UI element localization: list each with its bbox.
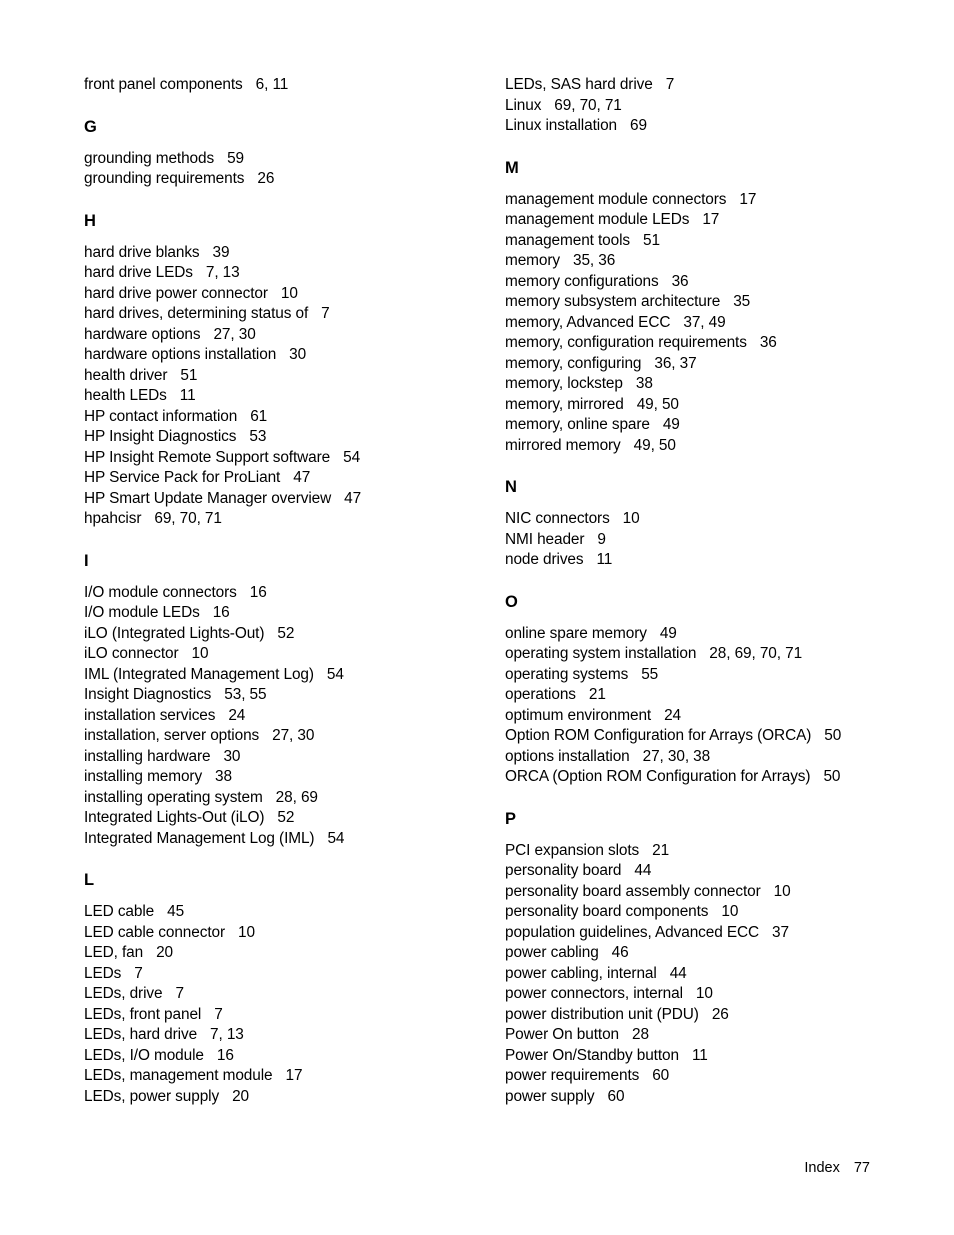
index-page-refs: 54 xyxy=(326,665,344,683)
index-entry xyxy=(505,861,925,882)
index-page-refs: 24 xyxy=(664,706,682,724)
index-term: front panel components xyxy=(84,76,243,93)
index-entry xyxy=(84,767,484,788)
index-entry xyxy=(505,644,925,665)
index-term: hard drives, determining status of xyxy=(84,305,309,322)
index-term: memory configurations xyxy=(505,272,659,290)
index-entry xyxy=(505,354,925,375)
index-term: installing operating system xyxy=(84,788,263,806)
index-page-refs: 39 xyxy=(212,243,230,261)
index-page-refs: 69, 70, 71 xyxy=(554,96,622,114)
index-term: installation services xyxy=(84,706,216,724)
index-letter-heading: P xyxy=(505,809,517,828)
index-page-refs: 30 xyxy=(289,346,307,363)
index-entry xyxy=(84,386,484,407)
index-entry xyxy=(84,468,484,489)
index-term: population guidelines, Advanced ECC xyxy=(505,923,760,941)
index-entry xyxy=(84,583,484,604)
index-term: Option ROM Configuration for Arrays (ORCA) xyxy=(505,727,812,744)
index-page-refs: 60 xyxy=(652,1067,670,1084)
index-entry xyxy=(84,747,484,768)
index-letter-heading: G xyxy=(84,117,97,136)
index-term: personality board assembly connector xyxy=(505,882,761,900)
index-term: hard drive blanks xyxy=(84,243,200,261)
index-page-refs: 9 xyxy=(597,530,606,548)
index-term: I/O module connectors xyxy=(84,583,237,601)
index-page-refs: 16 xyxy=(216,1046,234,1064)
index-entry xyxy=(505,231,925,252)
index-page-refs: 36, 37 xyxy=(654,354,697,372)
index-page-refs: 36 xyxy=(759,334,777,351)
index-entry xyxy=(505,706,925,727)
index-term: LEDs, hard drive xyxy=(84,1026,198,1043)
index-page-refs: 7 xyxy=(321,305,330,322)
index-entry xyxy=(505,1025,925,1046)
index-term: ORCA (Option ROM Configuration for Arrays) xyxy=(505,768,811,785)
index-entry xyxy=(505,1046,925,1067)
index-term: PCI expansion slots xyxy=(505,841,640,859)
index-term: IML (Integrated Management Log) xyxy=(84,665,314,683)
index-entry xyxy=(84,685,484,706)
index-term: LEDs, I/O module xyxy=(84,1046,204,1064)
index-page-refs: 51 xyxy=(180,366,198,384)
index-entry xyxy=(505,726,925,747)
index-page-refs: 10 xyxy=(237,923,255,941)
index-entry xyxy=(84,1066,484,1087)
index-page-refs: 7 xyxy=(665,76,675,93)
index-term: memory subsystem architecture xyxy=(505,293,721,310)
index-entry xyxy=(84,1025,484,1046)
index-term: grounding requirements xyxy=(84,170,245,187)
index-entry xyxy=(84,325,484,346)
index-page-refs: 10 xyxy=(622,510,640,527)
index-term: hard drive power connector xyxy=(84,284,268,302)
index-entry xyxy=(505,1005,925,1026)
index-page-refs: 61 xyxy=(250,407,268,425)
index-page-refs: 49, 50 xyxy=(636,395,679,413)
index-entry xyxy=(505,116,925,137)
index-entry xyxy=(505,333,925,354)
index-entry xyxy=(84,624,484,645)
index-page-refs: 7, 13 xyxy=(205,264,240,281)
index-page-refs: 7 xyxy=(214,1005,223,1023)
index-term: power connectors, internal xyxy=(505,985,683,1002)
index-page-refs: 35, 36 xyxy=(572,252,616,269)
index-page-refs: 10 xyxy=(191,645,209,662)
index-entry xyxy=(505,96,925,117)
index-term: Power On button xyxy=(505,1026,619,1043)
index-entry xyxy=(505,251,925,272)
index-term: HP Insight Remote Support software xyxy=(84,448,331,466)
index-entry xyxy=(505,767,925,788)
index-page-refs: 10 xyxy=(773,882,791,900)
index-entry xyxy=(505,210,925,231)
index-term: power requirements xyxy=(505,1067,640,1084)
index-page-refs: 60 xyxy=(607,1087,625,1105)
index-page-refs: 10 xyxy=(695,985,713,1002)
index-entry xyxy=(505,665,925,686)
index-entry xyxy=(505,415,925,436)
index-term: memory, configuration requirements xyxy=(505,334,747,351)
index-page-refs: 17 xyxy=(285,1067,303,1084)
index-entry xyxy=(505,882,925,903)
index-term: management module LEDs xyxy=(505,211,690,228)
index-letter-heading: I xyxy=(84,551,89,570)
index-entry xyxy=(84,665,484,686)
index-entry xyxy=(505,902,925,923)
index-term: operations xyxy=(505,686,576,703)
index-term: memory, online spare xyxy=(505,416,650,433)
index-entry xyxy=(84,1046,484,1067)
index-entry xyxy=(505,550,925,571)
index-page-refs: 49 xyxy=(659,624,677,642)
index-page-refs: 26 xyxy=(257,170,275,187)
index-page-refs: 16 xyxy=(212,604,230,621)
index-entry xyxy=(84,407,484,428)
index-term: installing memory xyxy=(84,768,203,785)
index-page-refs: 69, 70, 71 xyxy=(154,510,222,527)
index-page-refs: 38 xyxy=(635,375,653,392)
index-page-refs: 17 xyxy=(702,211,720,228)
index-entry xyxy=(84,943,484,964)
index-page-refs: 55 xyxy=(641,665,659,683)
index-page-refs: 10 xyxy=(721,903,739,920)
index-column-left xyxy=(84,75,484,1107)
index-page-refs: 27, 30 xyxy=(213,325,256,343)
index-letter-heading: N xyxy=(505,478,517,496)
index-entry xyxy=(505,624,925,645)
index-page-refs: 21 xyxy=(588,686,606,703)
index-term: Integrated Lights-Out (iLO) xyxy=(84,809,265,826)
index-term: LEDs xyxy=(84,964,122,982)
index-page-refs: 44 xyxy=(634,862,652,879)
index-page-refs: 37, 49 xyxy=(683,313,726,331)
index-entry xyxy=(84,964,484,985)
index-entry xyxy=(505,292,925,313)
index-page-refs: 27, 30, 38 xyxy=(642,747,711,765)
index-page-refs: 53 xyxy=(249,428,267,445)
index-letter-heading: M xyxy=(505,158,519,177)
index-entry xyxy=(84,427,484,448)
index-page-refs: 50 xyxy=(823,768,841,785)
index-page-refs: 44 xyxy=(669,964,687,982)
index-entry xyxy=(505,685,925,706)
index-entry xyxy=(505,923,925,944)
footer-page-number: 77 xyxy=(853,1160,870,1176)
index-term: LED cable connector xyxy=(84,923,225,941)
index-term: HP Insight Diagnostics xyxy=(84,428,237,445)
index-term: Insight Diagnostics xyxy=(84,686,212,703)
index-page-refs: 28, 69 xyxy=(275,788,318,806)
index-entry xyxy=(505,841,925,862)
index-page-refs: 53, 55 xyxy=(224,686,267,703)
index-page-refs: 20 xyxy=(232,1087,249,1105)
index-page-refs: 50 xyxy=(824,727,842,744)
index-entry xyxy=(84,284,484,305)
index-term: NIC connectors xyxy=(505,510,610,527)
index-entry xyxy=(84,366,484,387)
index-entry xyxy=(505,943,925,964)
index-term: memory, configuring xyxy=(505,354,642,372)
index-term: hard drive LEDs xyxy=(84,264,193,281)
index-term: LED cable xyxy=(84,903,155,920)
index-term: LEDs, front panel xyxy=(84,1005,202,1023)
index-entry xyxy=(505,272,925,293)
index-term: HP Smart Update Manager overview xyxy=(84,489,332,507)
index-entry xyxy=(505,530,925,551)
index-entry xyxy=(505,374,925,395)
index-entry xyxy=(505,1087,925,1108)
index-entry xyxy=(84,263,484,284)
index-page-refs: 26 xyxy=(711,1005,729,1023)
index-entry xyxy=(84,345,484,366)
index-term: power cabling, internal xyxy=(505,964,657,982)
index-page-refs: 6, 11 xyxy=(255,76,289,93)
index-page-refs: 30 xyxy=(223,747,241,765)
index-term: installing hardware xyxy=(84,747,211,765)
index-entry xyxy=(84,706,484,727)
index-term: LEDs, power supply xyxy=(84,1087,220,1105)
index-page-refs: 17 xyxy=(739,190,757,208)
index-letter-heading: H xyxy=(84,211,96,230)
index-page-refs: 20 xyxy=(156,944,174,961)
index-term: Power On/Standby button xyxy=(505,1046,679,1064)
index-page-refs: 37 xyxy=(772,923,789,941)
index-page-refs: 7 xyxy=(134,964,143,982)
index-term: LEDs, SAS hard drive xyxy=(505,76,653,93)
index-page-refs: 7 xyxy=(175,985,184,1002)
index-term: operating systems xyxy=(505,665,629,683)
index-term: management module connectors xyxy=(505,190,727,208)
index-entry xyxy=(84,644,484,665)
index-page-refs: 28, 69, 70, 71 xyxy=(709,645,803,662)
index-term: memory, Advanced ECC xyxy=(505,313,671,331)
index-page-refs: 11 xyxy=(691,1046,708,1064)
index-entry xyxy=(505,190,925,211)
index-page-refs: 24 xyxy=(228,706,246,724)
index-term: memory, mirrored xyxy=(505,395,624,413)
index-entry xyxy=(84,304,484,325)
index-term: HP contact information xyxy=(84,407,238,425)
index-term: HP Service Pack for ProLiant xyxy=(84,469,281,486)
index-term: management tools xyxy=(505,231,631,249)
index-term: options installation xyxy=(505,747,630,765)
index-page-refs: 46 xyxy=(611,944,629,961)
index-entry xyxy=(84,509,484,530)
index-term: LEDs, drive xyxy=(84,985,163,1002)
index-term: Linux installation xyxy=(505,117,617,134)
index-term: optimum environment xyxy=(505,706,652,724)
index-entry xyxy=(505,436,925,457)
index-page-refs: 49, 50 xyxy=(633,436,676,454)
index-entry xyxy=(505,509,925,530)
index-page-refs: 47 xyxy=(293,469,311,486)
index-page-refs: 59 xyxy=(227,149,244,167)
index-term: power supply xyxy=(505,1087,595,1105)
index-letter-heading: L xyxy=(84,871,95,889)
index-entry xyxy=(84,603,484,624)
index-entry xyxy=(84,243,484,264)
index-term: online spare memory xyxy=(505,624,647,642)
index-term: personality board xyxy=(505,862,622,879)
index-term: mirrored memory xyxy=(505,436,621,454)
index-term: grounding methods xyxy=(84,149,215,167)
index-page-refs: 36 xyxy=(671,272,689,290)
footer-section-label: Index xyxy=(804,1160,840,1176)
index-page-refs: 16 xyxy=(249,583,267,601)
index-page-refs: 54 xyxy=(327,829,345,847)
index-term: LED, fan xyxy=(84,944,144,961)
index-page-refs: 54 xyxy=(343,448,361,466)
index-entry xyxy=(84,489,484,510)
index-column-right xyxy=(505,75,925,1107)
index-entry xyxy=(84,75,484,96)
index-term: hardware options installation xyxy=(84,346,277,363)
index-term: hpahcisr xyxy=(84,510,142,527)
index-letter-heading: O xyxy=(505,592,518,611)
index-term: installation, server options xyxy=(84,727,260,744)
index-term: power cabling xyxy=(505,944,599,961)
index-entry xyxy=(84,149,484,170)
index-page-refs: 28 xyxy=(632,1026,649,1043)
index-term: I/O module LEDs xyxy=(84,604,200,621)
index-term: iLO (Integrated Lights-Out) xyxy=(84,624,265,642)
index-page-refs: 47 xyxy=(344,489,362,507)
index-entry xyxy=(505,1066,925,1087)
index-entry xyxy=(84,1005,484,1026)
index-page-refs: 11 xyxy=(179,387,196,404)
index-entry xyxy=(505,75,925,96)
index-term: node drives xyxy=(505,551,584,568)
index-entry xyxy=(505,964,925,985)
index-page-refs: 49 xyxy=(662,416,680,433)
index-term: Integrated Management Log (IML) xyxy=(84,829,315,847)
index-entry xyxy=(84,808,484,829)
index-page-refs: 35 xyxy=(733,293,751,310)
index-page-refs: 27, 30 xyxy=(272,727,315,744)
index-term: NMI header xyxy=(505,530,585,548)
index-page-refs: 51 xyxy=(643,231,660,249)
index-entry xyxy=(84,923,484,944)
index-page-refs: 21 xyxy=(652,841,670,859)
index-entry xyxy=(84,829,484,850)
index-page-refs: 45 xyxy=(167,903,185,920)
index-term: personality board components xyxy=(505,903,709,920)
index-entry xyxy=(505,747,925,768)
index-term: memory xyxy=(505,252,560,269)
index-entry xyxy=(84,448,484,469)
index-term: Linux xyxy=(505,96,542,114)
index-entry xyxy=(84,984,484,1005)
index-entry xyxy=(505,395,925,416)
index-term: health LEDs xyxy=(84,387,167,404)
index-term: LEDs, management module xyxy=(84,1067,273,1084)
index-entry xyxy=(84,788,484,809)
index-entry xyxy=(505,984,925,1005)
index-term: power distribution unit (PDU) xyxy=(505,1005,699,1023)
index-entry xyxy=(84,1087,484,1108)
index-page-refs: 7, 13 xyxy=(210,1026,244,1043)
index-page-refs: 52 xyxy=(277,624,295,642)
index-page-refs: 52 xyxy=(277,809,295,826)
page-footer xyxy=(804,1158,870,1178)
index-page-refs: 10 xyxy=(280,284,298,302)
index-term: memory, lockstep xyxy=(505,375,623,392)
index-page-refs: 38 xyxy=(215,768,232,785)
index-entry xyxy=(84,726,484,747)
index-page-refs: 69 xyxy=(630,117,647,134)
index-term: operating system installation xyxy=(505,645,697,662)
index-entry xyxy=(84,169,484,190)
index-entry xyxy=(505,313,925,334)
index-term: iLO connector xyxy=(84,645,179,662)
index-entry xyxy=(84,902,484,923)
index-term: health driver xyxy=(84,366,168,384)
index-page-refs: 11 xyxy=(596,551,613,568)
index-term: hardware options xyxy=(84,325,201,343)
